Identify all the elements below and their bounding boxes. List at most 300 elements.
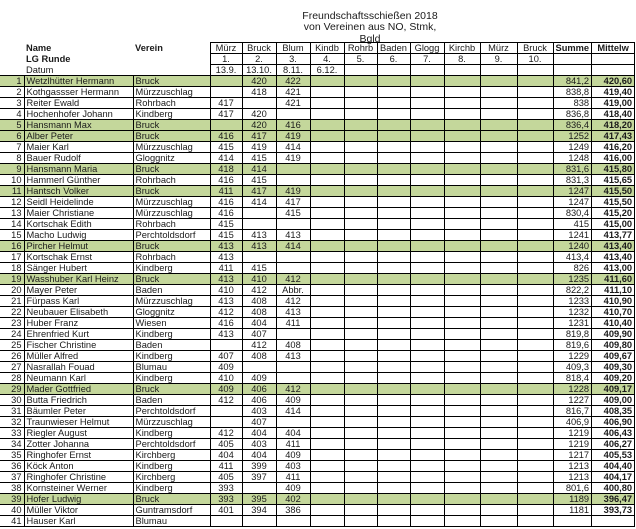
round-score: 410	[242, 274, 276, 285]
shooter-name: Butta Friedrich	[24, 395, 133, 406]
header-mittelw: Mittelw	[592, 43, 635, 54]
mittelw-value: 406,43	[592, 428, 635, 439]
mittelw-value: 417,43	[592, 131, 635, 142]
round-score: 404	[242, 450, 276, 461]
round-score	[480, 285, 517, 296]
table-row	[0, 274, 635, 285]
round-score	[377, 384, 410, 395]
mittelw-value	[592, 516, 635, 527]
round-score	[517, 505, 553, 516]
row-number: 2	[0, 87, 24, 98]
round-score: 412	[210, 428, 242, 439]
header-round-number: 2.	[242, 54, 276, 65]
round-score	[344, 329, 377, 340]
round-score	[517, 98, 553, 109]
round-score	[517, 516, 553, 527]
round-score	[444, 230, 480, 241]
table-row	[0, 461, 635, 472]
table-row	[0, 241, 635, 252]
round-score: 410	[210, 285, 242, 296]
blank-cell	[133, 54, 210, 65]
round-score	[517, 472, 553, 483]
round-score	[310, 329, 344, 340]
club-name: Bruck	[133, 274, 210, 285]
summe-value: 1228	[553, 384, 592, 395]
club-name: Mürzzuschlag	[133, 87, 210, 98]
round-score	[480, 373, 517, 384]
round-score	[344, 120, 377, 131]
round-score	[410, 329, 444, 340]
round-score: 412	[242, 340, 276, 351]
round-score: 394	[242, 505, 276, 516]
round-score: 408	[242, 351, 276, 362]
round-score	[517, 351, 553, 362]
row-number: 9	[0, 164, 24, 175]
header-round-date	[444, 65, 480, 76]
round-score	[517, 274, 553, 285]
table-row	[0, 494, 635, 505]
club-name: Perchtoldsdorf	[133, 230, 210, 241]
round-score	[480, 351, 517, 362]
table-row	[0, 208, 635, 219]
summe-value: 1219	[553, 428, 592, 439]
round-score: 416	[276, 120, 310, 131]
shooter-name: Neubauer Elisabeth	[24, 307, 133, 318]
header-round-date	[480, 65, 517, 76]
blank-cell	[0, 43, 24, 54]
round-score: 393	[210, 494, 242, 505]
row-number: 1	[0, 76, 24, 87]
shooter-name: Bäumler Peter	[24, 406, 133, 417]
round-score	[377, 241, 410, 252]
header-row-round-numbers	[0, 54, 635, 65]
round-score	[410, 373, 444, 384]
shooter-name: Maier Karl	[24, 142, 133, 153]
row-number: 4	[0, 109, 24, 120]
shooter-name: Macho Ludwig	[24, 230, 133, 241]
round-score: 414	[242, 197, 276, 208]
round-score: 404	[242, 318, 276, 329]
round-score	[377, 263, 410, 274]
shooter-name: Wetzlhütter Hermann	[24, 76, 133, 87]
row-number: 33	[0, 428, 24, 439]
round-score	[480, 109, 517, 120]
table-row	[0, 87, 635, 98]
club-name: Bruck	[133, 384, 210, 395]
round-score	[276, 373, 310, 384]
row-number: 22	[0, 307, 24, 318]
round-score	[444, 329, 480, 340]
round-score	[310, 230, 344, 241]
round-score	[377, 186, 410, 197]
row-number: 35	[0, 450, 24, 461]
round-score	[444, 219, 480, 230]
table-row	[0, 472, 635, 483]
table-row	[0, 318, 635, 329]
round-score	[310, 274, 344, 285]
round-score	[344, 263, 377, 274]
round-score	[377, 483, 410, 494]
round-score	[480, 329, 517, 340]
round-score	[517, 131, 553, 142]
mittelw-value: 409,80	[592, 340, 635, 351]
shooter-name: Kornsteiner Werner	[24, 483, 133, 494]
round-score: 414	[210, 153, 242, 164]
round-score	[310, 450, 344, 461]
shooter-name: Sänger Hubert	[24, 263, 133, 274]
table-row	[0, 505, 635, 516]
round-score: 413	[210, 241, 242, 252]
mittelw-value: 409,90	[592, 329, 635, 340]
round-score	[410, 285, 444, 296]
row-number: 13	[0, 208, 24, 219]
round-score	[310, 318, 344, 329]
round-score	[410, 351, 444, 362]
round-score	[444, 362, 480, 373]
mittelw-value: 416,20	[592, 142, 635, 153]
table-row	[0, 351, 635, 362]
table-row	[0, 373, 635, 384]
round-score	[480, 362, 517, 373]
round-score	[517, 175, 553, 186]
round-score	[444, 494, 480, 505]
round-score	[410, 461, 444, 472]
club-name: Baden	[133, 395, 210, 406]
header-round-number: 8.	[444, 54, 480, 65]
round-score	[480, 274, 517, 285]
mittelw-value: 419,40	[592, 87, 635, 98]
round-score	[310, 175, 344, 186]
round-score	[377, 428, 410, 439]
round-score	[344, 395, 377, 406]
round-score	[410, 483, 444, 494]
round-score	[344, 197, 377, 208]
round-score	[410, 395, 444, 406]
row-number: 36	[0, 461, 24, 472]
summe-value: 406,9	[553, 417, 592, 428]
summe-value: 1247	[553, 197, 592, 208]
header-round-place: Blum	[276, 43, 310, 54]
round-score: 413	[210, 274, 242, 285]
shooter-name: Maier Christiane	[24, 208, 133, 219]
club-name: Kindberg	[133, 329, 210, 340]
blank-cell	[592, 65, 635, 76]
round-score	[444, 296, 480, 307]
row-number: 24	[0, 329, 24, 340]
club-name: Gloggnitz	[133, 307, 210, 318]
round-score	[410, 175, 444, 186]
round-score: 417	[210, 98, 242, 109]
summe-value: 415	[553, 219, 592, 230]
mittelw-value: 411,60	[592, 274, 635, 285]
round-score	[344, 76, 377, 87]
row-number: 17	[0, 252, 24, 263]
mittelw-value: 406,90	[592, 417, 635, 428]
round-score	[517, 120, 553, 131]
round-score	[517, 285, 553, 296]
round-score	[344, 428, 377, 439]
round-score: 420	[242, 76, 276, 87]
round-score	[444, 472, 480, 483]
row-number: 37	[0, 472, 24, 483]
round-score	[410, 87, 444, 98]
summe-value: 1241	[553, 230, 592, 241]
round-score	[410, 241, 444, 252]
round-score	[310, 197, 344, 208]
round-score	[517, 296, 553, 307]
header-round-date: 6.12.	[310, 65, 344, 76]
header-round-number: 9.	[480, 54, 517, 65]
header-round-number: 1.	[210, 54, 242, 65]
round-score	[480, 494, 517, 505]
round-score	[480, 142, 517, 153]
row-number: 12	[0, 197, 24, 208]
table-row	[0, 516, 635, 527]
round-score: 413	[242, 241, 276, 252]
round-score: 409	[210, 384, 242, 395]
table-row	[0, 483, 635, 494]
round-score: 415	[210, 219, 242, 230]
summe-value: 1248	[553, 153, 592, 164]
round-score	[410, 296, 444, 307]
header-round-place: Glogg	[410, 43, 444, 54]
round-score: 409	[276, 395, 310, 406]
round-score	[410, 252, 444, 263]
round-score	[344, 516, 377, 527]
shooter-name: Hofer Ludwig	[24, 494, 133, 505]
round-score	[444, 186, 480, 197]
round-score: 416	[210, 318, 242, 329]
mittelw-value: 408,35	[592, 406, 635, 417]
round-score	[444, 439, 480, 450]
round-score	[444, 395, 480, 406]
round-score	[480, 164, 517, 175]
round-score	[444, 516, 480, 527]
club-name: Baden	[133, 340, 210, 351]
row-number: 31	[0, 406, 24, 417]
round-score	[344, 131, 377, 142]
summe-value: 801,6	[553, 483, 592, 494]
round-score	[517, 417, 553, 428]
blank-cell	[0, 54, 24, 65]
shooter-name: Köck Anton	[24, 461, 133, 472]
round-score	[242, 362, 276, 373]
summe-value: 1229	[553, 351, 592, 362]
summe-value: 413,4	[553, 252, 592, 263]
round-score: 412	[276, 296, 310, 307]
round-score	[276, 329, 310, 340]
round-score	[410, 340, 444, 351]
round-score: 417	[242, 186, 276, 197]
club-name: Kindberg	[133, 461, 210, 472]
round-score	[242, 98, 276, 109]
round-score	[517, 406, 553, 417]
round-score	[480, 296, 517, 307]
round-score	[444, 428, 480, 439]
mittelw-value: 400,80	[592, 483, 635, 494]
round-score	[517, 87, 553, 98]
round-score	[377, 406, 410, 417]
round-score	[210, 417, 242, 428]
mittelw-value: 404,40	[592, 461, 635, 472]
header-round-place: Kirchb	[444, 43, 480, 54]
round-score: 419	[276, 186, 310, 197]
round-score	[480, 263, 517, 274]
round-score	[517, 263, 553, 274]
sheet-subtitle: von Vereinen aus NO, Stmk, Bgld	[303, 21, 437, 45]
table-row	[0, 120, 635, 131]
round-score	[344, 362, 377, 373]
club-name: Rohrbach	[133, 252, 210, 263]
round-score	[517, 208, 553, 219]
round-score: 407	[242, 417, 276, 428]
club-name: Bruck	[133, 186, 210, 197]
summe-value: 1189	[553, 494, 592, 505]
table-row	[0, 197, 635, 208]
round-score	[344, 142, 377, 153]
row-number: 26	[0, 351, 24, 362]
round-score: 399	[242, 461, 276, 472]
round-score	[517, 439, 553, 450]
round-score	[480, 241, 517, 252]
round-score	[377, 318, 410, 329]
round-score: 411	[276, 472, 310, 483]
round-score: 401	[210, 505, 242, 516]
club-name: Bruck	[133, 120, 210, 131]
row-number: 8	[0, 153, 24, 164]
round-score: 418	[242, 87, 276, 98]
round-score	[410, 142, 444, 153]
round-score	[310, 164, 344, 175]
mittelw-value: 413,40	[592, 241, 635, 252]
table-row	[0, 76, 635, 87]
club-name: Perchtoldsdorf	[133, 406, 210, 417]
round-score	[344, 153, 377, 164]
round-score	[242, 516, 276, 527]
club-name: Rohrbach	[133, 98, 210, 109]
round-score	[444, 208, 480, 219]
round-score	[517, 362, 553, 373]
round-score	[310, 406, 344, 417]
row-number: 34	[0, 439, 24, 450]
row-number: 28	[0, 373, 24, 384]
round-score	[410, 450, 444, 461]
summe-value: 836,8	[553, 109, 592, 120]
round-score	[444, 109, 480, 120]
round-score: 411	[210, 186, 242, 197]
mittelw-value: 409,30	[592, 362, 635, 373]
header-round-place: Mürz	[480, 43, 517, 54]
round-score	[310, 505, 344, 516]
summe-value: 1249	[553, 142, 592, 153]
round-score	[444, 274, 480, 285]
round-score	[410, 131, 444, 142]
table-row	[0, 219, 635, 230]
mittelw-value: 413,00	[592, 263, 635, 274]
round-score: 412	[276, 384, 310, 395]
round-score	[310, 340, 344, 351]
round-score: 413	[210, 296, 242, 307]
round-score	[410, 76, 444, 87]
round-score: 386	[276, 505, 310, 516]
club-name: Baden	[133, 285, 210, 296]
table-row	[0, 164, 635, 175]
club-name: Perchtoldsdorf	[133, 439, 210, 450]
row-number: 27	[0, 362, 24, 373]
round-score: 413	[242, 230, 276, 241]
round-score	[310, 142, 344, 153]
round-score	[344, 219, 377, 230]
table-row	[0, 252, 635, 263]
round-score	[517, 494, 553, 505]
round-score	[444, 241, 480, 252]
club-name: Mürzzuschlag	[133, 197, 210, 208]
mittelw-value: 415,20	[592, 208, 635, 219]
round-score	[310, 285, 344, 296]
round-score: 414	[276, 406, 310, 417]
round-score: 411	[210, 263, 242, 274]
round-score	[410, 318, 444, 329]
shooter-name: Pircher Helmut	[24, 241, 133, 252]
shooter-name: Bauer Rudolf	[24, 153, 133, 164]
round-score: 408	[242, 307, 276, 318]
round-score	[517, 252, 553, 263]
round-score	[344, 318, 377, 329]
table-row	[0, 395, 635, 406]
round-score: 415	[276, 208, 310, 219]
round-score	[444, 450, 480, 461]
club-name: Bruck	[133, 131, 210, 142]
round-score	[344, 406, 377, 417]
round-score	[410, 406, 444, 417]
club-name: Bruck	[133, 494, 210, 505]
round-score	[410, 109, 444, 120]
header-round-number: 5.	[344, 54, 377, 65]
round-score	[410, 164, 444, 175]
round-score	[377, 131, 410, 142]
shooter-name: Mayer Peter	[24, 285, 133, 296]
club-name: Bruck	[133, 241, 210, 252]
round-score	[410, 219, 444, 230]
shooter-name: Hansmann Maria	[24, 164, 133, 175]
club-name: Mürzzuschlag	[133, 417, 210, 428]
round-score	[310, 219, 344, 230]
round-score	[444, 318, 480, 329]
mittelw-value: 418,40	[592, 109, 635, 120]
round-score	[480, 76, 517, 87]
round-score	[410, 417, 444, 428]
blank-cell	[133, 65, 210, 76]
round-score	[517, 329, 553, 340]
round-score	[377, 252, 410, 263]
round-score: 413	[276, 230, 310, 241]
shooter-name: Hauser Karl	[24, 516, 133, 527]
round-score	[517, 197, 553, 208]
round-score	[344, 230, 377, 241]
summe-value: 1235	[553, 274, 592, 285]
round-score	[480, 461, 517, 472]
mittelw-value: 413,40	[592, 252, 635, 263]
table-row	[0, 186, 635, 197]
round-score: 413	[276, 351, 310, 362]
club-name: Kindberg	[133, 109, 210, 120]
round-score: 415	[242, 175, 276, 186]
mittelw-value: 411,10	[592, 285, 635, 296]
round-score: 408	[276, 340, 310, 351]
mittelw-value: 416,00	[592, 153, 635, 164]
round-score	[377, 219, 410, 230]
round-score	[377, 362, 410, 373]
